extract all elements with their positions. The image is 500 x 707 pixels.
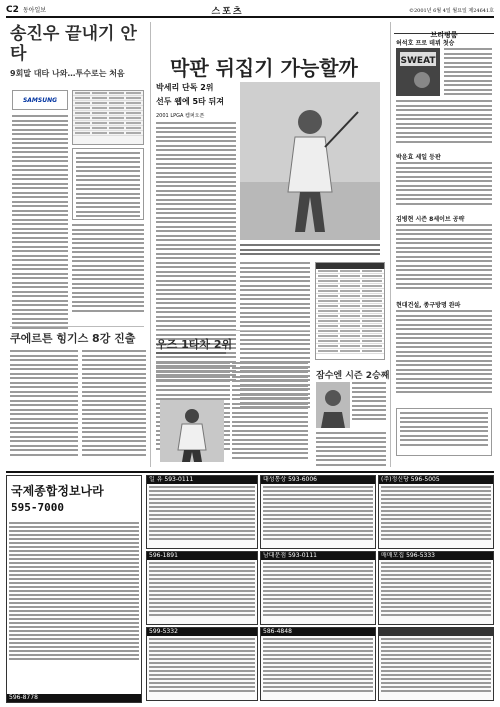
briefing-header-text: 브리핑룸: [430, 31, 458, 39]
ad-block-9-bar: [7, 694, 141, 702]
lpga-standings-table: [315, 262, 385, 360]
photo-caption: [240, 244, 380, 255]
center-right-body-text: [352, 382, 386, 420]
briefing-notice-box: [396, 408, 492, 456]
section-title: 스포츠: [211, 6, 244, 17]
center-label: 2001 LPGA 켐퍼오픈: [156, 113, 205, 119]
left-top-headline: 송진우 끝내기 안타: [10, 24, 137, 64]
sweat-illustration: [396, 48, 440, 96]
briefing-item-2-body: [396, 162, 492, 205]
svg-text:SWEAT: SWEAT: [400, 56, 436, 66]
briefing-item-1-body: [444, 48, 492, 95]
briefing-item-1-body-2: [396, 100, 492, 143]
briefing-item-3-title: 김병현 시즌 8세이브 공략: [396, 216, 465, 223]
briefing-header: [394, 22, 494, 39]
player-photo: [316, 382, 350, 428]
ad-block-1-title: 일 유 593-0111: [149, 476, 194, 483]
left-top-body-text: [12, 115, 68, 329]
column-rule-2: [390, 22, 391, 467]
classified-ad-area: [6, 471, 494, 701]
scoreboard-table: [72, 90, 144, 145]
newspaper-name: 동아일보: [22, 7, 47, 14]
center-deck-2: 선두 웹에 5타 뒤져: [156, 97, 225, 106]
left-divider: [10, 326, 144, 327]
page-header: [6, 4, 494, 18]
boxscore-table: [72, 148, 144, 220]
left-top-body-text-2: [72, 224, 144, 312]
center-middle-deck: [156, 352, 226, 354]
left-bottom-body-text: [10, 350, 78, 456]
center-middle-headline: 우즈 1타차 2위: [156, 338, 233, 351]
center-middle-body-text-2: [232, 362, 308, 459]
woods-illustration: [160, 400, 224, 462]
center-divider: [156, 330, 310, 331]
left-bottom-body-text-2: [82, 350, 146, 456]
golfer-illustration: [240, 82, 380, 240]
ad-block-7: [146, 627, 258, 701]
center-headline: 막판 뒤집기 가능할까: [170, 56, 358, 80]
column-rule-1: [150, 22, 151, 467]
ad-block-2-title: 대성통상 593-6006: [263, 476, 317, 483]
briefing-item-3-body: [396, 224, 492, 289]
ad-block-3: [378, 475, 494, 549]
ad-block-1: [146, 475, 258, 549]
ad-brand-phone: 595-7000: [11, 501, 64, 514]
player-portrait: [316, 382, 350, 428]
ad-block-4-title: 596-1891: [149, 552, 178, 559]
issue-date: ©2001년 6월 4일 월요일 제24641호: [409, 7, 494, 14]
ad-block-4: [146, 551, 258, 625]
golfer-photo-pak: [240, 82, 380, 240]
center-right-headline: 잠수엔 시즌 2승째: [316, 371, 390, 381]
main-ad-block: [6, 475, 142, 703]
ad-brand-name: 국제종합정보나라: [11, 484, 104, 498]
ad-block-6-title: 매매모집 596-5333: [381, 552, 435, 559]
ad-block-2: [260, 475, 376, 549]
ad-block-7-title: 599-5332: [149, 628, 178, 635]
woods-photo: [160, 400, 224, 462]
samsung-logo-text: SAMSUNG: [22, 96, 58, 104]
briefing-item-4-title: 현대건설, 종구방명 완파: [396, 302, 461, 309]
ad-block-8-title: 586-4848: [263, 628, 292, 635]
ad-block-5-title: 남대문점 593-0111: [263, 552, 317, 559]
center-right-body-text-2: [316, 432, 386, 466]
ad-block-8: [260, 627, 376, 701]
left-top-subheadline: 9회말 대타 나와…투수로는 처음: [10, 69, 125, 78]
briefing-item-4-body: [396, 310, 492, 393]
ad-block-5: [260, 551, 376, 625]
samsung-logo: [12, 90, 68, 110]
center-deck-1: 박세리 단독 2위: [156, 83, 214, 92]
page-header-left: [6, 5, 46, 15]
ad-block-6: [378, 551, 494, 625]
left-bottom-headline: 쿠에르튼 힝기스 8강 진출: [10, 332, 136, 345]
briefing-item-2-title: 박윤효 세일 등판: [396, 154, 441, 161]
briefing-item-1-title: 허석호 프로 데뷔 첫승: [396, 40, 455, 47]
ad-block-9-title: 596-8778: [9, 694, 38, 701]
page-number: C2: [6, 5, 19, 15]
sweat-photo: [396, 48, 440, 96]
ad-block-10: [378, 627, 494, 701]
ad-block-3-title: (주)정신당 596-5005: [381, 476, 440, 483]
